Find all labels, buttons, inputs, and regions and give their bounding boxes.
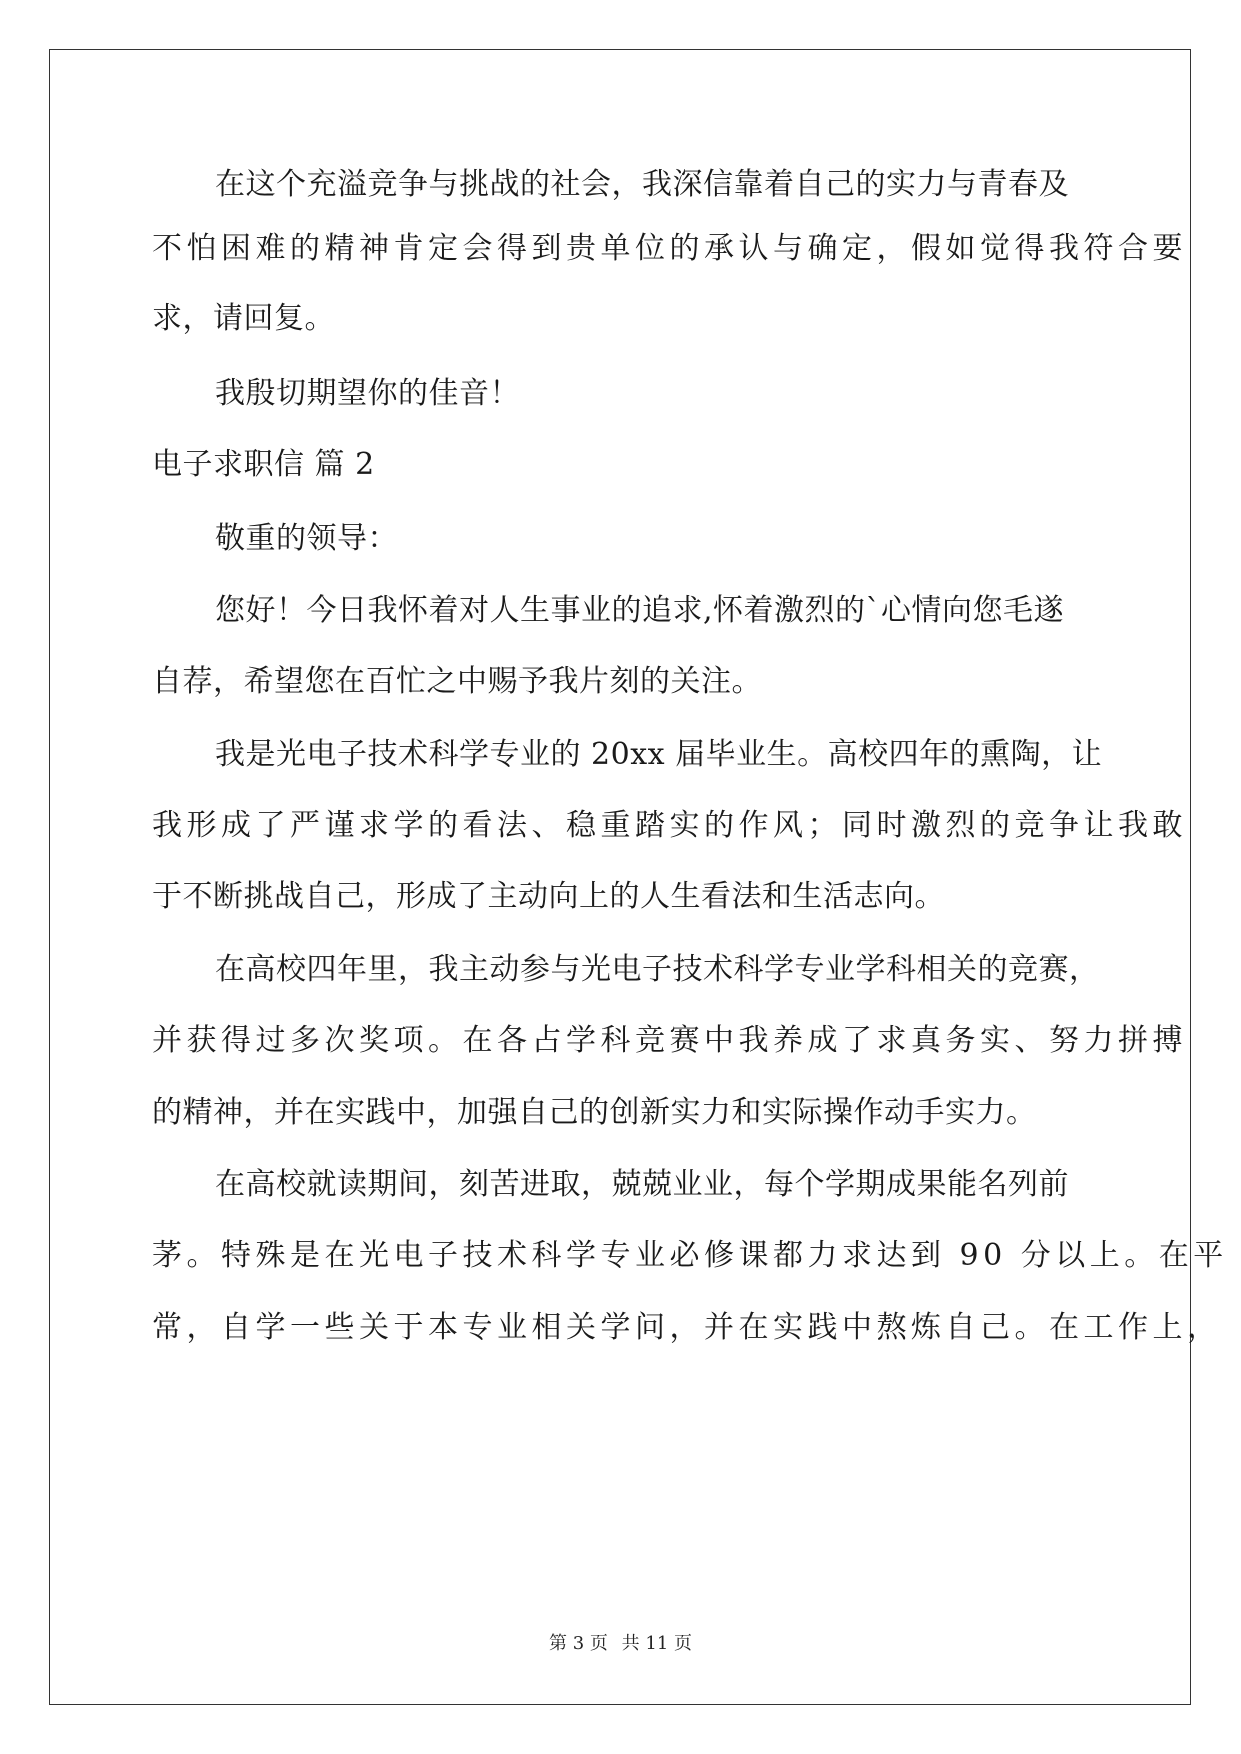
page-frame (49, 49, 1191, 1705)
paragraph-line: 茅。特殊是在光电子技术科学专业必修课都力求达到 90 分以上。在平 (152, 1238, 1228, 1273)
paragraph-line: 求，请回复。 (152, 301, 335, 336)
paragraph-line: 您好！今日我怀着对人生事业的追求,怀着激烈的`心情向您毛遂 (215, 593, 1065, 628)
paragraph-line: 在这个充溢竞争与挑战的社会，我深信靠着自己的实力与青春及 (215, 167, 1069, 202)
paragraph-line: 我形成了严谨求学的看法、稳重踏实的作风；同时激烈的竞争让我敢 (152, 808, 1187, 843)
paragraph-line: 并获得过多次奖项。在各占学科竞赛中我养成了求真务实、努力拼搏 (152, 1023, 1187, 1058)
salutation: 敬重的领导： (215, 521, 398, 556)
paragraph-line: 的精神，并在实践中，加强自己的创新实力和实际操作动手实力。 (152, 1095, 1037, 1130)
page-footer (0, 1633, 1241, 1655)
page-number: 第 3 页 (549, 1633, 608, 1654)
paragraph-line: 在高校就读期间，刻苦进取，兢兢业业，每个学期成果能名列前 (215, 1167, 1069, 1202)
page-total: 共 11 页 (621, 1633, 692, 1654)
paragraph-line: 我殷切期望你的佳音！ (215, 376, 520, 411)
paragraph-line: 于不断挑战自己，形成了主动向上的人生看法和生活志向。 (152, 879, 945, 914)
paragraph-line: 自荐，希望您在百忙之中赐予我片刻的关注。 (152, 664, 762, 699)
paragraph-line: 在高校四年里，我主动参与光电子技术科学专业学科相关的竞赛， (215, 952, 1100, 987)
paragraph-line: 我是光电子技术科学专业的 20xx 届毕业生。高校四年的熏陶，让 (215, 737, 1103, 772)
paragraph-line: 不怕困难的精神肯定会得到贵单位的承认与确定，假如觉得我符合要 (152, 231, 1187, 266)
paragraph-line: 常，自学一些关于本专业相关学问，并在实践中熬炼自己。在工作上， (152, 1310, 1222, 1345)
section-heading: 电子求职信 篇 2 (152, 447, 375, 482)
